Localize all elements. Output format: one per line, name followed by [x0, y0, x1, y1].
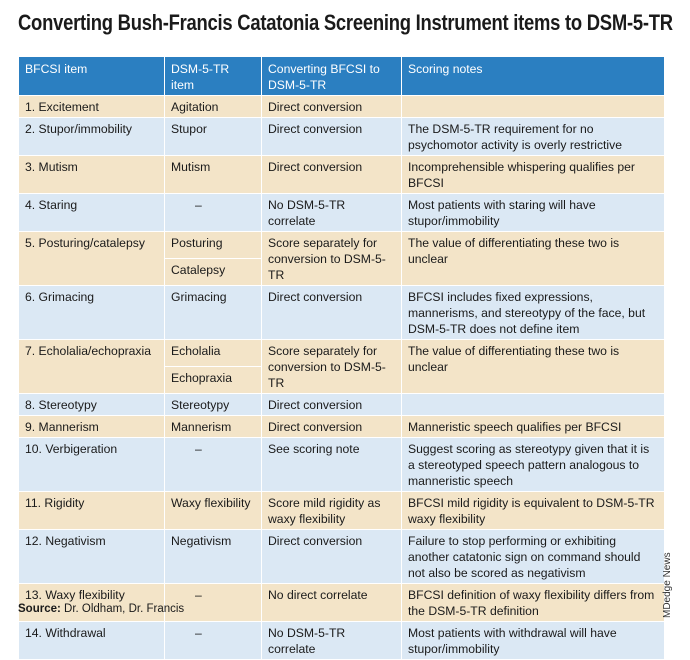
scoring-note: The DSM-5-TR requirement for no psychomotor activity is overly restrictive — [402, 118, 665, 156]
source-text: Dr. Oldham, Dr. Francis — [60, 603, 185, 615]
column-header-notes: Scoring notes — [402, 57, 665, 96]
bfcsi-item: 10. Verbigeration — [19, 438, 165, 492]
dsm-item: Stupor — [165, 118, 262, 156]
bfcsi-item: 9. Mannerism — [19, 416, 165, 438]
bfcsi-item: 7. Echolalia/echopraxia — [19, 340, 165, 394]
conversion: Direct conversion — [262, 530, 402, 584]
bfcsi-item: 12. Negativism — [19, 530, 165, 584]
dsm-item: Echopraxia — [165, 367, 262, 394]
bfcsi-item: 2. Stupor/immobility — [19, 118, 165, 156]
conversion: Direct conversion — [262, 118, 402, 156]
dsm-item: – — [165, 622, 262, 660]
column-header-converting: Converting BFCSI to DSM-5-TR — [262, 57, 402, 96]
bfcsi-item: 3. Mutism — [19, 156, 165, 194]
dsm-item: Agitation — [165, 96, 262, 118]
conversion-table — [18, 56, 665, 660]
bfcsi-item: 14. Withdrawal — [19, 622, 165, 660]
table-row — [19, 530, 665, 584]
table-header-row — [19, 57, 665, 96]
source-note — [18, 603, 184, 615]
conversion: No DSM-5-TR correlate — [262, 622, 402, 660]
dsm-item: Posturing — [165, 232, 262, 259]
conversion: No direct correlate — [262, 584, 402, 622]
table-row — [19, 232, 665, 259]
bfcsi-item: 11. Rigidity — [19, 492, 165, 530]
dsm-item: Echolalia — [165, 340, 262, 367]
scoring-note: BFCSI definition of waxy flexibility differs from the DSM-5-TR definition — [402, 584, 665, 622]
table-row — [19, 416, 665, 438]
scoring-note: Incomprehensible whispering qualifies per BFCSI — [402, 156, 665, 194]
scoring-note: BFCSI mild rigidity is equivalent to DSM-5-TR waxy flexibility — [402, 492, 665, 530]
scoring-note: The value of differentiating these two is unclear — [402, 340, 665, 394]
dsm-item: Mannerism — [165, 416, 262, 438]
credit-watermark: MDedge News — [662, 552, 673, 618]
table-row — [19, 156, 665, 194]
conversion: Direct conversion — [262, 286, 402, 340]
dsm-item: – — [165, 584, 262, 622]
conversion: See scoring note — [262, 438, 402, 492]
column-header-bfcsi: BFCSI item — [19, 57, 165, 96]
dsm-item: Negativism — [165, 530, 262, 584]
conversion: No DSM-5-TR correlate — [262, 194, 402, 232]
bfcsi-item: 6. Grimacing — [19, 286, 165, 340]
table-row — [19, 340, 665, 367]
conversion: Direct conversion — [262, 394, 402, 416]
conversion: Score mild rigidity as waxy flexibility — [262, 492, 402, 530]
dsm-item: Catalepsy — [165, 259, 262, 286]
dsm-item: Mutism — [165, 156, 262, 194]
conversion: Score separately for conversion to DSM-5-TR — [262, 340, 402, 394]
table-row — [19, 96, 665, 118]
bfcsi-item: 5. Posturing/catalepsy — [19, 232, 165, 286]
bfcsi-item: 13. Waxy flexibility — [19, 584, 165, 622]
source-label: Source: — [18, 603, 61, 615]
conversion: Score separately for conversion to DSM-5-TR — [262, 232, 402, 286]
dsm-item: – — [165, 438, 262, 492]
scoring-note: Most patients with withdrawal will have stupor/immobility — [402, 622, 665, 660]
bfcsi-item: 8. Stereotypy — [19, 394, 165, 416]
conversion: Direct conversion — [262, 156, 402, 194]
table-row — [19, 438, 665, 492]
column-header-dsm: DSM-5-TR item — [165, 57, 262, 96]
scoring-note: Manneristic speech qualifies per BFCSI — [402, 416, 665, 438]
dsm-item: Waxy flexibility — [165, 492, 262, 530]
table-row — [19, 194, 665, 232]
scoring-note: Failure to stop performing or exhibiting another catatonic sign on command should not also be scored as negativism — [402, 530, 665, 584]
dsm-item: Stereotypy — [165, 394, 262, 416]
conversion: Direct conversion — [262, 416, 402, 438]
scoring-note — [402, 96, 665, 118]
scoring-note: Most patients with staring will have stupor/immobility — [402, 194, 665, 232]
table-row — [19, 622, 665, 660]
scoring-note: Suggest scoring as stereotypy given that it is a stereotyped speech pattern analogous to manneristic speech — [402, 438, 665, 492]
bfcsi-item: 1. Excitement — [19, 96, 165, 118]
table-row — [19, 118, 665, 156]
conversion: Direct conversion — [262, 96, 402, 118]
dsm-item: Grimacing — [165, 286, 262, 340]
page-title: Converting Bush-Francis Catatonia Screening Instrument items to DSM-5-TR — [18, 10, 673, 35]
scoring-note — [402, 394, 665, 416]
scoring-note: The value of differentiating these two is unclear — [402, 232, 665, 286]
table-row — [19, 286, 665, 340]
table-row — [19, 394, 665, 416]
scoring-note: BFCSI includes fixed expressions, mannerisms, and stereotypy of the face, but DSM-5-TR does not define item — [402, 286, 665, 340]
bfcsi-item: 4. Staring — [19, 194, 165, 232]
table-row — [19, 492, 665, 530]
dsm-item: – — [165, 194, 262, 232]
